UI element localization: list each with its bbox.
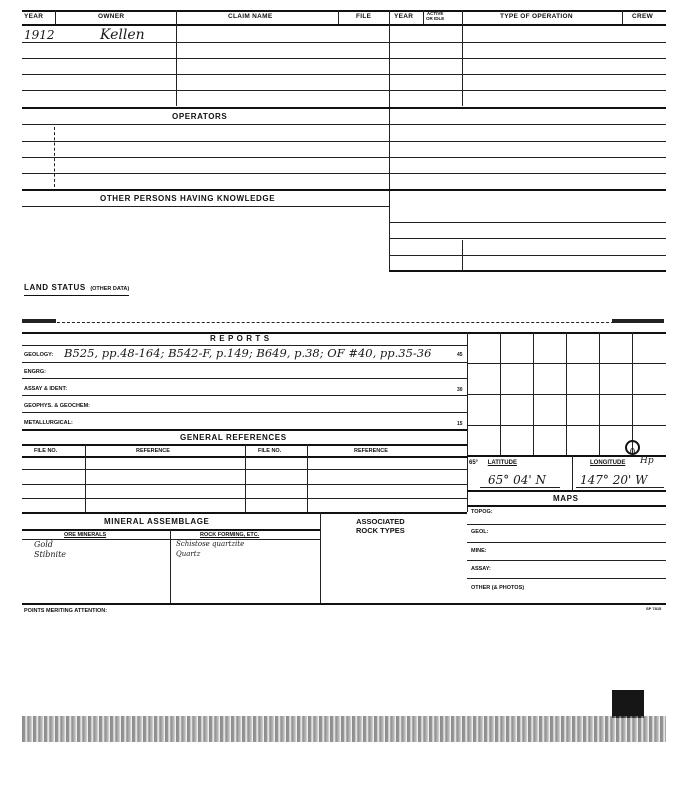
row-line [22,378,467,379]
points-meriting-attention: POINTS MERITING ATTENTION: [24,608,108,614]
latitude-value: 65° 04' N [488,473,546,487]
gr-col-reference: REFERENCE [136,448,170,454]
assoc-divider [320,512,321,603]
longitude-label: LONGITUDE [590,460,626,466]
deg-prefix: 65° [469,460,479,466]
engrg-label: ENGRG: [24,369,46,375]
col-divider [423,10,424,24]
row-line [467,560,666,561]
header-year-2: YEAR [394,13,414,20]
gr-col-divider [245,444,246,512]
ma-header-line [22,539,320,540]
ore-minerals-header: ORE MINERALS [64,532,107,538]
rock-forming-2: Quartz [176,550,201,558]
long-underline [576,487,664,488]
header-claim-name: CLAIM NAME [228,13,273,20]
row-line [22,90,666,91]
row-line [389,222,666,223]
geology-label: GEOLOGY: [24,352,54,358]
ma-divider [170,529,171,603]
gr-col-divider [85,444,86,512]
col-divider [55,10,56,24]
header-type-of-operation: TYPE OF OPERATION [500,13,573,20]
row-line-thick [22,189,666,191]
row-line [22,58,666,59]
row-line [389,255,666,256]
header-crew: CREW [632,13,654,20]
row-line [22,74,666,75]
geophys-label: GEOPHYS. & GEOCHEM: [24,403,91,409]
scan-block [612,690,644,718]
row-line [22,173,666,174]
lat-long-divider [572,455,573,490]
entry-year: 1912 [24,28,55,42]
ma-title-line [22,529,320,531]
maps-topog: TOPOG: [471,509,493,515]
header-file: FILE [356,13,372,20]
row-line [467,542,666,543]
circled-mark [625,440,640,458]
col-divider [338,10,339,24]
row-line [22,141,666,142]
claim-name-divider [176,24,177,106]
header-year: YEAR [24,13,44,20]
lat-label-group [469,460,517,466]
other-persons-label: OTHER PERSONS HAVING KNOWLEDGE [100,194,276,203]
maps-title: MAPS [553,494,579,503]
maps-top-border [467,490,666,492]
row-line [467,524,666,525]
row-line-thick [22,512,467,514]
header-active-or-idle [426,11,444,21]
assoc-line1: ASSOCIATED [356,517,405,526]
gr-col-file-no-2: FILE NO. [258,448,282,454]
ore-mineral-2: Stibnite [34,550,67,559]
col-divider [622,10,623,24]
gr-col-reference-2: REFERENCE [354,448,388,454]
rock-forming-1: Schistose quartzite [176,540,245,548]
top-border [22,10,666,12]
maps-other: OTHER (& PHOTOS) [471,585,525,591]
row-line [22,412,467,413]
grid-h [467,363,666,364]
operators-divider [54,127,55,187]
tick-15: 15 [457,421,463,427]
metallurgical-label: METALLURGICAL: [24,420,73,426]
entry-owner: Kellen [100,27,145,43]
ore-mineral-1: Gold [34,540,53,549]
mineral-assemblage-title: MINERAL ASSEMBLAGE [104,517,210,526]
active-idle-divider [462,24,463,106]
reports-right-border [467,332,468,512]
maps-mine: MINE: [471,548,487,554]
maps-geol: GEOL: [471,529,489,535]
other-divider [462,240,463,270]
row-line-thick [22,107,666,109]
grid-h [467,394,666,395]
row-line [22,362,467,363]
grid-h [467,425,666,426]
row-line-thick [389,270,666,272]
land-status-heading [24,277,129,296]
header-bottom-border [22,24,666,26]
assoc-line2: ROCK TYPES [356,526,405,535]
land-status-label: LAND STATUS [24,283,86,292]
lower-bottom-border [22,603,666,605]
reports-title: R E P O R T S [210,334,270,343]
maps-assay: ASSAY: [471,566,491,572]
header-active-line2: OR IDLE [426,16,445,21]
tick-30: 30 [457,387,463,393]
separator-line [22,322,664,323]
header-active-line1: ACTIVE [426,11,444,16]
row-line [389,238,666,239]
grid-bottom [467,455,666,457]
associated-rock-types [356,517,405,535]
latitude-label: LATITUDE [487,460,517,466]
tick-45: 45 [457,352,463,358]
geology-value: B525, pp.48-164; B542-F, p.149; B649, p.38; OF #40, pp.35-36 [64,346,432,360]
rock-forming-header: ROCK FORMING, ETC. [200,532,260,538]
longitude-note: Hp [640,456,654,466]
row-line [22,42,666,43]
row-line [22,124,666,125]
reports-top-border [22,332,666,334]
row-line [22,206,389,207]
row-line [22,157,666,158]
header-owner: OWNER [98,13,125,20]
land-status-sublabel: (OTHER DATA) [90,286,130,292]
form-number: SP 7815 [646,606,662,611]
assay-ident-label: ASSAY & IDENT: [24,386,68,392]
gr-col-divider [307,444,308,512]
operators-label: OPERATORS [172,112,228,121]
col-divider [176,10,177,24]
row-line-thick [22,429,467,431]
lat-underline [480,487,560,488]
row-line [22,395,467,396]
circled-mark-text: 0 [629,448,636,458]
scan-noise-strip [22,716,666,742]
gr-col-file-no: FILE NO. [34,448,58,454]
longitude-value: 147° 20' W [580,473,648,487]
general-references-title: GENERAL REFERENCES [180,433,287,442]
row-line [467,578,666,579]
col-divider-main [389,10,390,270]
maps-title-line [467,505,666,507]
col-divider [462,10,463,24]
